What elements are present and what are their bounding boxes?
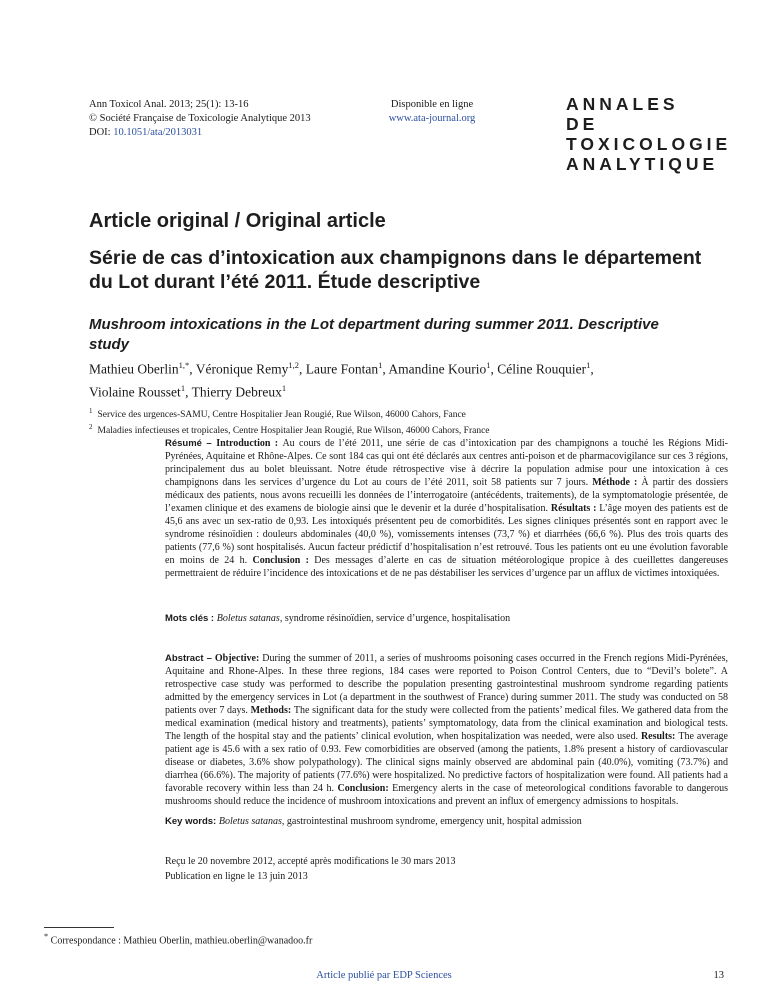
author-name: Amandine Kourio [388, 361, 487, 377]
keywords-fr-italic: Boletus satanas [216, 613, 280, 624]
keywords-fr-label: Mots clés : [165, 613, 217, 624]
keywords-en-rest: , gastrointestinal mushroom syndrome, emergency unit, hospital admission [281, 816, 582, 827]
resume-label: Résumé – [165, 438, 217, 449]
article-title: Série de cas d’intoxication aux champignons dans le département du Lot durant l’été 2011. Étude descriptive [89, 247, 702, 293]
logo-line-3: ANALYTIQUE [566, 154, 719, 174]
author-name: Thierry Debreux [191, 384, 282, 399]
affiliation-text: Maladies infectieuses et tropicales, Centre Hospitalier Jean Rougié, Rue Wilson, 46000 Cahors, France [97, 426, 490, 437]
dates-block [165, 854, 728, 884]
citation-journal: Ann Toxicol Anal. 2013; 25(1): 13-16 [89, 99, 249, 110]
resume-methode-label: Méthode : [592, 477, 642, 488]
article-subtitle: Mushroom intoxications in the Lot department during summer 2011. Descriptive study [89, 316, 659, 353]
author-separator: , [298, 361, 306, 377]
keywords-en-italic: Boletus satanas [218, 816, 282, 827]
footnote-rule [44, 927, 114, 928]
page-number: 13 [713, 970, 724, 981]
footnote-text: Correspondance : Mathieu Oberlin, mathieu.oberlin@wanadoo.fr [48, 935, 313, 947]
abstract-objective: During the summer of 2011, a series of mushrooms poisoning cases occurred in the French regions Midi-Pyrénées, Aquitaine and Rhone-Alpes. In these three regions, 184 cases were reported to Poison Control Centers, due to “Devil’s bolete”. A retrospective case study was performed to describe the population presenting gastrointestinal mushroom syndrome regarding patients admitted by the emergency services in Lot (a department in the southwest of France) during summer 2011. The study was conducted on 58 patients over 7 days. [165, 653, 728, 716]
citation-doi [89, 126, 311, 140]
author-name: Laure Fontan [305, 361, 379, 377]
footnote-mark: * [44, 932, 49, 941]
publisher-link[interactable]: Article publié par EDP Sciences [316, 970, 452, 981]
abstract-conclusion: Emergency alerts in the case of meteorological conditions favorable to dangerous mushrooms should reduce the incidence of mushroom intoxications and prevent an influx of emergency admissions to hospitals. [165, 783, 729, 807]
author-separator: , [590, 361, 594, 377]
correspondence-footnote [44, 932, 312, 946]
keywords-fr [165, 612, 728, 625]
author-affiliation-mark: 1 [180, 382, 186, 393]
journal-logo [566, 94, 732, 174]
doi-link[interactable]: 10.1051/ata/2013031 [113, 127, 203, 138]
affiliation-item [89, 405, 729, 421]
availability-label: Disponible en ligne [390, 99, 474, 110]
affiliations [89, 405, 729, 437]
resume-intro: Au cours de l’été 2011, une série de cas d’intoxication par des champignons a touché les Régions Midi-Pyrénées, Aquitaine et Rhône-Alpes. Ce sont 184 cas qui ont été déclarés aux centres anti-poison et de pharmacovigilance sur ces 3 régions, principalement dus au bolet bleuissant. Notre étude rétrospective vise à décrire la population admise pour une intoxication à ces champignons dans les services d’urgence du Lot au cours de l’été 2011, soit 58 patients sur 7 jours. [165, 438, 728, 488]
doi-label: DOI: [89, 127, 114, 138]
citation-block [89, 98, 311, 140]
author-affiliation-mark: 1 [486, 360, 491, 370]
keywords-en-label: Key words: [165, 816, 219, 827]
citation-copyright: © Société Française de Toxicologie Analytique 2013 [89, 113, 311, 124]
author-affiliation-mark: 1 [281, 382, 287, 393]
abstract-methods: The significant data for the study were collected from the patients’ medical files. We gathered data from the medical examination (medical history and treatments), patients’ symptomatology, data from the clinical examination and biological tests. The length of the hospital stay and the patients’ clinical evolution, when hospitalization was needed, were also used. [165, 705, 729, 742]
keywords-fr-rest: , syndrome résinoïdien, service d’urgence, hospitalisation [279, 613, 511, 624]
resume-resultats-label: Résultats : [550, 503, 600, 514]
article-header [89, 94, 732, 174]
resume-block [165, 437, 728, 580]
abstract-results: The average patient age is 45.6 with a sex ratio of 0.93. Few comorbidities are observed (among the patients, 1.8% present a history of cardiovascular disease or diabetes, 3.6% show polypathology). The clinical signs mainly observed are abdominal pain (40.0%), vomiting (73.7%) and diarrhea (66.6%). The majority of patients (77.6%) were hospitalized. No predictive factors of hospitalization were found. All patients had a favorable recovery within less than 24 h. [165, 731, 728, 794]
abstract-label: Abstract – [165, 653, 215, 664]
keywords-en [165, 815, 728, 828]
author-name: Violaine Rousset [89, 384, 181, 399]
resume-methode: À partir des dossiers médicaux des patients, nous avons recueilli les données de l’interrogatoire (antécédents, traitements), de la symptomatologie présentée, de l’examen clinique et des examens de biologie ainsi que le devenir et la durée d’hospitalisation. [165, 477, 728, 514]
author-affiliation-mark: 1 [378, 360, 383, 370]
availability-block [367, 98, 497, 126]
author-list [89, 356, 729, 401]
abstract-results-label: Results: [640, 731, 679, 742]
author-affiliation-mark: 1,2 [288, 360, 299, 370]
affiliation-text: Service des urgences-SAMU, Centre Hospitalier Jean Rougié, Rue Wilson, 46000 Cahors, Fance [97, 410, 466, 421]
resume-resultats: L’âge moyen des patients est de 45,6 ans avec un sex-ratio de 0,93. Les intoxiqués présentent peu de comorbidités. Les signes cliniques présentés sont en rapport avec le syndrome résinoïdien : douleurs abdominales (40,0 %), vomissements intenses (73,7 %) et diarrhées (66,6 %). Plus des trois quarts des patients (77,6 %) sont hospitalisés. Aucun facteur prédictif d’hospitalisation n’est retrouvé. Tous les patients ont eu une évolution favorable en moins de 24 h. [165, 503, 728, 566]
resume-conclusion: Des messages d’alerte en cas de situation météorologique propice à des cueillettes dangereuses permettraient de réduire l’incidence des intoxications et de ne pas déstabiliser les services d’urgence par un afflux de victimes intoxiquées. [165, 555, 729, 579]
resume-intro-label: Introduction : [216, 438, 283, 449]
author-affiliation-mark: 1,* [178, 360, 190, 370]
affiliation-number: 1 [89, 407, 93, 415]
affiliation-number: 2 [89, 423, 93, 432]
affiliation-item [89, 421, 729, 437]
journal-website-link[interactable]: www.ata-journal.org [388, 113, 476, 124]
author-name: Véronique Remy [195, 361, 289, 377]
published-date: Publication en ligne le 13 juin 2013 [165, 871, 308, 882]
article-type: Article original / Original article [89, 210, 386, 232]
author-separator: , [490, 361, 498, 377]
author-separator: , [382, 361, 389, 377]
author-separator: , [189, 361, 196, 377]
author-name: Céline Rouquier [497, 361, 587, 377]
received-date: Reçu le 20 novembre 2012, accepté après modifications le 30 mars 2013 [165, 856, 456, 867]
author-separator: , [185, 384, 192, 399]
abstract-objective-label: Objective: [214, 653, 263, 664]
abstract-conclusion-label: Conclusion: [337, 783, 393, 794]
abstract-methods-label: Methods: [250, 705, 294, 716]
logo-line-2: TOXICOLOGIE [566, 134, 732, 154]
logo-line-1: ANNALES DE [566, 94, 679, 134]
abstract-block [165, 652, 728, 808]
author-name: Mathieu Oberlin [89, 361, 179, 377]
resume-conclusion-label: Conclusion : [252, 555, 315, 566]
author-affiliation-mark: 1 [586, 360, 591, 370]
